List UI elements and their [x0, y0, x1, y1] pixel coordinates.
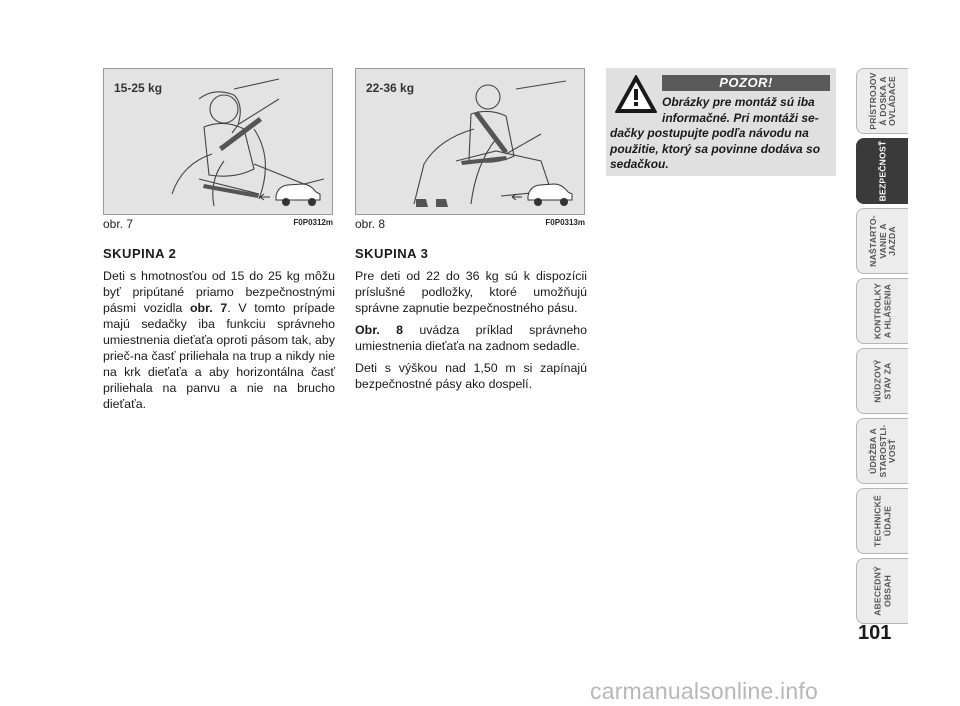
figure-label: obr. 7	[103, 217, 134, 231]
paragraph: Pre deti od 22 do 36 kg sú k dispozícii príslušné podložky, ktoré umožňujú správne zapnutie bezpečnostného pásu.	[355, 269, 587, 315]
tab-nudzovy-stav[interactable]	[856, 348, 908, 414]
paragraph-text: uvádza príklad správneho umiestnenia dieťaťa na zadnom sedadle.	[355, 323, 587, 353]
tab-label: ABECEDNÝ OBSAH	[872, 566, 892, 616]
tab-abecedny-obsah[interactable]	[856, 558, 908, 624]
tab-label: NÚDZOVÝ STAV ZA	[872, 359, 892, 403]
warning-line: Obrázky pre montáž sú iba	[662, 95, 815, 109]
section-skupina-2	[103, 246, 335, 418]
tab-technicke-udaje[interactable]	[856, 488, 908, 554]
car-side-icon	[260, 184, 320, 206]
warning-text	[606, 95, 830, 173]
paragraph	[103, 268, 335, 412]
figure-caption-obr-7	[103, 217, 333, 233]
tab-nastartovanie[interactable]	[856, 208, 908, 274]
watermark: carmanualsonline.info	[590, 678, 818, 704]
warning-box	[606, 68, 836, 176]
section-skupina-3	[355, 246, 587, 398]
tab-udrzba[interactable]	[856, 418, 908, 484]
tab-pristrojova-doska[interactable]	[856, 68, 908, 134]
figure-label: obr. 8	[355, 217, 386, 231]
paragraph	[355, 322, 587, 354]
car-side-icon	[512, 184, 572, 206]
tab-label: PRÍSTROJOV Á DOSKA A OVLÁDAČE	[867, 72, 897, 130]
tab-label: TECHNICKÉ ÚDAJE	[872, 495, 892, 547]
figure-reference: Obr. 8	[355, 323, 404, 337]
tab-label: ÚDRŽBA A STAROSTLI- VOSŤ	[867, 424, 897, 478]
page-number: 101	[858, 622, 892, 644]
figure-obr-7	[103, 68, 333, 215]
paragraph: Deti s výškou nad 1,50 m si zapínajú bezpečnostné pásy ako dospelí.	[355, 361, 587, 391]
warning-line: informačné. Pri montáži se-	[662, 110, 819, 125]
tab-kontrolky[interactable]	[856, 278, 908, 344]
paragraph-text: . V tomto prípade majú sedačky iba funkciu správneho umiestnenia dieťaťa oproti pásom tak, aby prieč-na časť priliehala na trup a nikdy nie na krk dieťaťa a aby horizontálna časť priliehala na panvu a nie na brucho dieťaťa.	[103, 301, 335, 411]
warning-title: POZOR!	[662, 75, 830, 91]
warning-line: dačky postupujte podľa návodu na	[610, 126, 809, 140]
tab-label: NAŠTARTO- VANIE A JAZDA	[867, 215, 897, 267]
warning-line: sedačkou.	[610, 157, 669, 171]
tab-label: KONTROLKY A HLÁSENIA	[872, 282, 892, 340]
figure-reference: obr. 7	[189, 301, 228, 315]
figure-obr-8	[355, 68, 585, 215]
warning-line: použitie, ktorý sa povinne dodáva so	[610, 141, 821, 156]
paragraph-text: Deti s hmotnosťou od 15 do 25 kg môžu byť pripútané priamo bezpečnostnými pásmi vozidla	[103, 269, 335, 315]
section-heading: SKUPINA 2	[103, 246, 177, 261]
weight-label: 22-36 kg	[366, 81, 415, 95]
figure-code: F0P0312m	[293, 218, 333, 227]
figure-code: F0P0313m	[545, 218, 585, 227]
tab-label: BEZPEČNOSŤ	[876, 140, 887, 202]
tab-bezpecnost[interactable]	[856, 138, 908, 204]
section-heading: SKUPINA 3	[355, 246, 429, 261]
weight-label: 15-25 kg	[114, 81, 163, 95]
figure-caption-obr-8	[355, 217, 585, 233]
